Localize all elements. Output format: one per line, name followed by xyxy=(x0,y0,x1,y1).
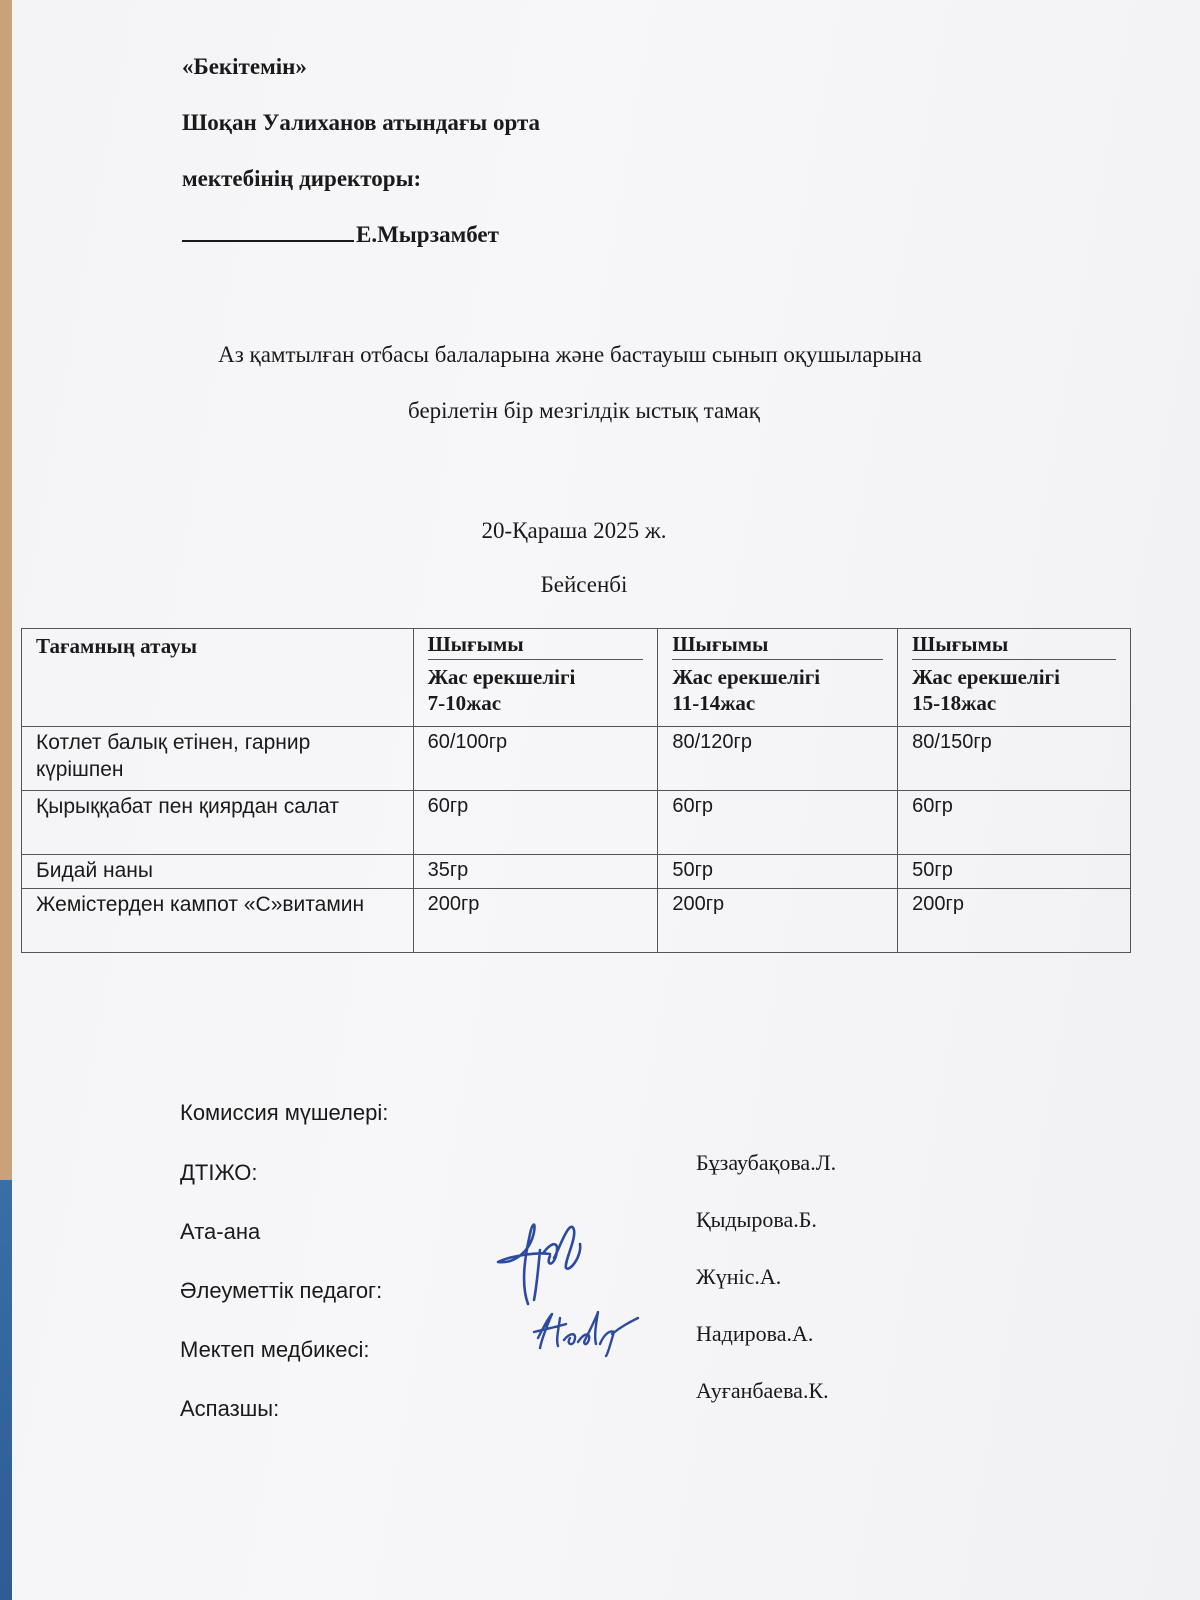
member-role: ДТІЖО: xyxy=(180,1160,258,1185)
social-pedagog-signature xyxy=(490,1212,600,1312)
approval-school: Шоқан Уалиханов атындағы орта xyxy=(182,110,541,135)
member-role: Әлеуметтік педагог: xyxy=(180,1278,383,1303)
portion-value: 50гр xyxy=(658,855,898,889)
approval-position: мектебінің директоры: xyxy=(182,166,422,191)
menu-table xyxy=(21,628,1131,953)
header-yield: Шығымы xyxy=(672,631,883,660)
table-row xyxy=(22,727,1131,791)
header-yield: Шығымы xyxy=(428,631,644,660)
signature-blank xyxy=(182,222,354,242)
menu-weekday: Бейсенбі xyxy=(540,572,628,597)
table-header-row xyxy=(22,629,1131,727)
member-role: Ата-ана xyxy=(180,1219,261,1244)
table-row xyxy=(22,889,1131,953)
commission-roles xyxy=(180,1160,382,1455)
portion-value: 60гр xyxy=(898,791,1131,855)
approval-signature-line xyxy=(182,220,540,276)
document-page xyxy=(12,0,1200,1600)
dish-name: Жемістерден кампот «С»витамин xyxy=(22,889,414,953)
table-row xyxy=(22,855,1131,889)
title-line-2: берілетін бір мезгілдік ыстық тамақ xyxy=(408,398,760,423)
commission-names xyxy=(696,1150,836,1435)
portion-value: 50гр xyxy=(898,855,1131,889)
portion-value: 200гр xyxy=(658,889,898,953)
member-name: Надирова.А. xyxy=(696,1321,814,1346)
commission-title: Комиссия мүшелері: xyxy=(180,1100,389,1125)
approval-block xyxy=(182,52,540,276)
dish-name: Котлет балық етінен, гарнир күрішпен xyxy=(22,727,414,791)
menu-date: 20-Қараша 2025 ж. xyxy=(481,518,667,543)
header-column xyxy=(413,629,658,727)
portion-value: 35гр xyxy=(413,855,658,889)
header-age-label: Жас ерекшелігі xyxy=(672,665,821,689)
header-column xyxy=(658,629,898,727)
member-role: Аспазшы: xyxy=(180,1396,280,1421)
nurse-signature xyxy=(530,1308,650,1358)
portion-value: 60/100гр xyxy=(413,727,658,791)
member-name: Бұзаубақова.Л. xyxy=(696,1150,837,1175)
portion-value: 60гр xyxy=(413,791,658,855)
header-age: 7-10жас xyxy=(427,691,502,715)
approval-heading: «Бекітемін» xyxy=(182,54,307,79)
dish-name: Бидай наны xyxy=(22,855,414,889)
header-column xyxy=(898,629,1131,727)
header-age: 15-18жас xyxy=(912,691,997,715)
header-age: 11-14жас xyxy=(672,691,756,715)
director-name: Е.Мырзамбет xyxy=(356,222,499,247)
member-name: Жүніс.А. xyxy=(696,1264,782,1289)
member-role: Мектеп медбикесі: xyxy=(180,1337,370,1362)
title-line-1: Аз қамтылған отбасы балаларына және бастауыш сынып оқушыларына xyxy=(218,342,922,367)
header-age-label: Жас ерекшелігі xyxy=(912,665,1060,689)
portion-value: 200гр xyxy=(413,889,658,953)
dish-name: Қырыққабат пен қиярдан салат xyxy=(22,791,414,855)
portion-value: 200гр xyxy=(898,889,1131,953)
header-yield: Шығымы xyxy=(912,631,1116,660)
header-age-label: Жас ерекшелігі xyxy=(427,665,576,689)
member-name: Ауғанбаева.К. xyxy=(696,1378,829,1403)
member-name: Қыдырова.Б. xyxy=(696,1207,817,1232)
table-row xyxy=(22,791,1131,855)
header-dish-name: Тағамның атауы xyxy=(22,629,414,727)
portion-value: 60гр xyxy=(658,791,898,855)
portion-value: 80/150гр xyxy=(898,727,1131,791)
portion-value: 80/120гр xyxy=(658,727,898,791)
